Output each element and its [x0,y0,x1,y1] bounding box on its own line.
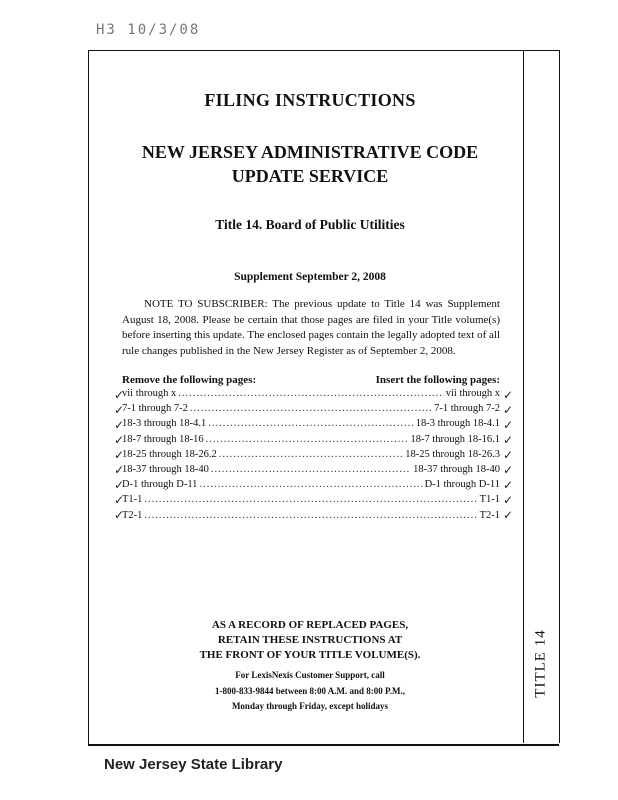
leader-dots [208,418,413,429]
insert-pages: 18-3 through 18-4.1 [415,418,500,430]
insert-pages: 18-25 through 18-26.3 [405,448,500,460]
check-mark-icon: ✓ [503,388,514,402]
leader-dots [144,494,477,505]
check-mark-icon: ✓ [114,418,125,432]
title-tab [527,618,555,708]
remove-pages: vii through x [122,388,177,399]
check-mark-icon: ✓ [503,433,514,447]
table-row [122,494,500,509]
subscriber-note: NOTE TO SUBSCRIBER: The previous update to Title 14 was Supplement August 18, 2008. Please be certain that those pages are filed in your Title volume(s) before inserting this update. The enclosed pages contain the legally adopted text of all rule changes published in the New Jersey Register as of September 2, 2008. [122,298,500,357]
insert-pages: 7-1 through 7-2 [434,403,500,415]
check-mark-icon: ✓ [503,418,514,432]
check-mark-icon: ✓ [503,508,514,522]
table-row [122,510,500,525]
check-mark-icon: ✓ [114,448,125,462]
check-mark-icon: ✓ [114,478,125,492]
title-tab-label: TITLE 14 [532,628,549,698]
record-line-1: AS A RECORD OF REPLACED PAGES, [211,619,409,631]
check-mark-icon: ✓ [114,508,125,522]
remove-pages: D-1 through D-11 [122,479,198,491]
check-mark-icon: ✓ [503,403,514,417]
check-mark-icon: ✓ [114,433,125,447]
insert-pages: T1-1 [479,494,500,506]
page-table [122,388,500,525]
check-mark-icon: ✓ [503,448,514,462]
page-title: FILING INSTRUCTIONS [204,90,416,110]
record-line-2: RETAIN THESE INSTRUCTIONS AT [217,634,403,646]
insert-heading: Insert the following pages: [375,374,500,386]
leader-dots [211,464,411,475]
leader-dots [206,434,409,445]
code-title [110,140,510,188]
check-mark-icon: ✓ [114,388,125,402]
support-line-3: Monday through Friday, except holidays [231,701,389,711]
page-table-header [122,374,500,386]
table-row [122,388,500,403]
leader-dots [190,403,432,414]
table-row [122,403,500,418]
check-mark-icon: ✓ [114,493,125,507]
remove-pages: 18-25 through 18-26.2 [122,448,217,460]
remove-pages: 18-7 through 18-16 [122,433,204,445]
table-row [122,418,500,433]
remove-pages: 18-37 through 18-40 [122,463,209,475]
check-mark-icon: ✓ [114,403,125,417]
remove-pages: 7-1 through 7-2 [122,403,188,415]
handwritten-date-note: H3 10/3/08 [96,22,201,38]
record-instructions [110,618,510,663]
support-line-1: For LexisNexis Customer Support, call [235,670,385,680]
check-mark-icon: ✓ [503,463,514,477]
supplement-date: Supplement September 2, 2008 [234,271,386,283]
subject-title: Title 14. Board of Public Utilities [215,217,405,232]
support-line-2: 1-800-833-9844 between 8:00 A.M. and 8:00 P.M., [215,685,405,696]
leader-dots [144,510,477,521]
table-row [122,464,500,479]
check-mark-icon: ✓ [503,493,514,507]
check-mark-icon: ✓ [503,478,514,492]
check-mark-icon: ✓ [114,463,125,477]
table-row [122,479,500,494]
table-row [122,434,500,449]
insert-pages: 18-7 through 18-16.1 [410,433,500,445]
leader-dots [178,388,444,399]
remove-pages: 18-3 through 18-4.1 [122,418,207,430]
customer-support-info [110,668,510,715]
remove-pages: T2-1 [122,509,143,521]
leader-dots [219,449,403,460]
record-line-3: THE FRONT OF YOUR TITLE VOLUME(S). [199,649,421,661]
remove-pages: T1-1 [122,494,143,506]
code-title-line-1: NEW JERSEY ADMINISTRATIVE CODE [141,142,479,162]
table-row [122,449,500,464]
insert-pages: 18-37 through 18-40 [413,463,500,475]
insert-pages: vii through x [445,388,500,399]
remove-heading: Remove the following pages: [122,374,257,386]
insert-pages: D-1 through D-11 [424,479,500,491]
leader-dots [199,479,422,490]
insert-pages: T2-1 [479,509,500,521]
library-stamp: New Jersey State Library [104,756,283,773]
code-title-line-2: UPDATE SERVICE [231,166,389,186]
